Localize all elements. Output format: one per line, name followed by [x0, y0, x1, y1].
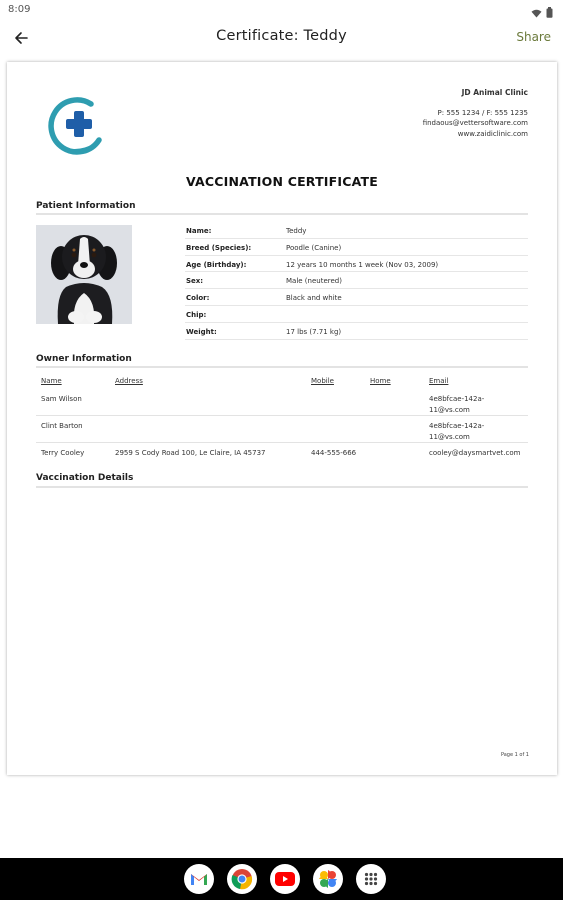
status-time: 8:09 [8, 4, 31, 15]
certificate-document [7, 62, 557, 775]
patient-info-table [185, 222, 528, 340]
owner-email-line: 4e8bfcae-142a- [429, 422, 485, 430]
owner-name: Terry Cooley [41, 449, 85, 457]
section-divider [36, 486, 528, 488]
patient-value: Poodle (Canine) [286, 243, 342, 252]
owner-row [36, 389, 528, 416]
owner-col-name: Name [41, 377, 62, 385]
patient-label: Name: [186, 227, 212, 235]
owner-col-home: Home [370, 377, 391, 385]
patient-row-color [185, 289, 528, 306]
owner-name: Clint Barton [41, 422, 83, 430]
patient-label: Breed (Species): [186, 243, 252, 252]
patient-section-title: Patient Information [36, 201, 136, 211]
patient-value: Male (neutered) [286, 277, 342, 286]
owner-col-mobile: Mobile [311, 377, 334, 385]
clinic-info [423, 88, 528, 139]
owner-email [429, 394, 484, 415]
patient-label: Age (Birthday): [186, 260, 247, 269]
owner-table-header [36, 376, 528, 388]
gmail-icon[interactable] [184, 864, 214, 894]
chrome-icon[interactable] [227, 864, 257, 894]
patient-value: Black and white [286, 294, 342, 303]
certificate-title: VACCINATION CERTIFICATE [186, 174, 378, 189]
photos-icon[interactable] [313, 864, 343, 894]
app-drawer-icon[interactable] [356, 864, 386, 894]
patient-value: Teddy [286, 227, 307, 235]
status-bar [0, 0, 563, 20]
patient-label: Color: [186, 294, 210, 303]
owner-email-line: 11@vs.com [429, 432, 470, 441]
owner-row [36, 443, 528, 462]
page-number: Page 1 of 1 [500, 752, 529, 758]
clinic-email: findaous@vettersoftware.com [422, 119, 528, 128]
owner-row [36, 416, 528, 443]
patient-row-sex [185, 272, 528, 289]
patient-row-weight [185, 323, 528, 340]
owner-address: 2959 S Cody Road 100, Le Claire, IA 45737 [115, 449, 266, 457]
app-dock [184, 864, 386, 894]
page-title: Certificate: Teddy [216, 28, 347, 44]
patient-value: 12 years 10 months 1 week (Nov 03, 2009) [286, 260, 439, 269]
owner-name: Sam Wilson [41, 395, 82, 403]
clinic-phone: P: 555 1234 / F: 555 1235 [437, 108, 528, 117]
owner-col-email: Email [429, 377, 449, 385]
section-divider [36, 366, 528, 368]
patient-label: Chip: [186, 310, 207, 319]
clinic-website: www.zaidiclinic.com [457, 129, 528, 138]
patient-label: Sex: [186, 277, 204, 286]
pet-photo [36, 225, 132, 324]
owner-email-line: 11@vs.com [429, 405, 470, 414]
patient-row-breed [185, 239, 528, 256]
app-bar [0, 20, 563, 56]
vaccination-section-title: Vaccination Details [36, 473, 134, 483]
patient-row-age [185, 256, 528, 273]
patient-row-chip [185, 306, 528, 323]
youtube-icon[interactable] [270, 864, 300, 894]
owner-section-title: Owner Information [36, 354, 132, 364]
owner-email: cooley@daysmartvet.com [429, 449, 521, 457]
clinic-logo [45, 96, 107, 158]
owner-mobile: 444-555-666 [311, 449, 357, 457]
owner-col-address: Address [115, 377, 143, 385]
clinic-name: JD Animal Clinic [461, 88, 528, 97]
share-button[interactable]: Share [516, 30, 551, 44]
section-divider [36, 213, 528, 215]
patient-value: 17 lbs (7.71 kg) [286, 327, 342, 336]
patient-label: Weight: [186, 327, 217, 336]
owner-email [429, 421, 484, 442]
patient-row-name [185, 222, 528, 239]
owner-email-line: 4e8bfcae-142a- [429, 395, 485, 403]
